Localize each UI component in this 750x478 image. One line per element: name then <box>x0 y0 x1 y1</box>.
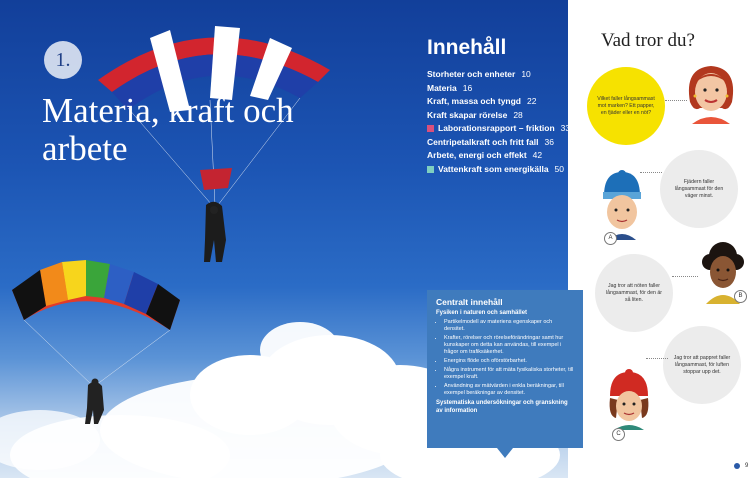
girl-with-red-hat-icon <box>604 368 654 430</box>
toc-item <box>427 164 577 175</box>
content-bullet: • Energins flöde och oförstörbarhet. <box>444 358 574 365</box>
toc-heading: Innehåll <box>427 36 507 59</box>
toc-item-label: Vattenkraft som energikälla <box>438 163 549 174</box>
answer-bubble-c <box>663 326 741 404</box>
toc-item-label: Storheter och enheter <box>427 69 516 79</box>
answer-c-text: Jag tror att pappret faller långsammast, för luften stoppar upp det. <box>673 354 731 375</box>
content-bullet: • Några instrument för att mäta fysikaliska storheter, till exempel kraft. <box>444 367 574 381</box>
question-bubble <box>587 67 665 145</box>
character-label-a: A <box>604 232 617 245</box>
answer-bubble-a <box>660 150 738 228</box>
toc-item-label: Materia <box>427 82 457 93</box>
toc-item <box>427 150 577 161</box>
toc-item <box>427 69 577 80</box>
content-box-subheading: Fysiken i naturen och samhället <box>436 310 528 316</box>
toc-list <box>427 69 577 174</box>
content-box-footer: Systematiska undersökningar och granskning av information <box>436 400 568 414</box>
content-bullet-list <box>436 319 574 397</box>
content-box-heading: Centralt innehåll <box>436 297 503 307</box>
toc-item-label: Kraft skapar rörelse <box>427 109 508 120</box>
answer-b-text: Jag tror att nöten faller långsammast, för den är så liten. <box>606 282 662 303</box>
character-label-c: C <box>612 428 625 441</box>
question-text: Vilket faller långsammast mot marken? Ett papper, en fjäder eller en nöt? <box>597 95 655 116</box>
toc-item-page: 36 <box>544 136 554 147</box>
boy-with-beanie-icon <box>600 170 644 240</box>
chapter-title: Materia, kraft och arbete <box>42 91 294 168</box>
toc-item-page: 42 <box>532 150 543 160</box>
toc-item-page: 28 <box>513 109 523 120</box>
toc-item-page: 33 <box>560 123 571 133</box>
toc-item <box>427 96 577 107</box>
toc-item <box>427 123 577 134</box>
question-girl-icon <box>682 62 740 124</box>
answer-a-text: Fjädern faller långsammast för den väger minst. <box>674 178 724 199</box>
content-bullet: • Krafter, rörelser och rörelseförändringar samt hur kunskaper om detta kan användas, till exempel i frågor om trafiksäkerhet. <box>444 335 574 356</box>
dotted-connector <box>646 358 668 359</box>
toc-item-page: 16 <box>462 82 473 93</box>
toc-item-label: Laborationsrapport – friktion <box>438 123 555 133</box>
toc-item-page: 22 <box>527 96 537 106</box>
dotted-connector <box>672 276 698 277</box>
toc-item-page: 10 <box>521 69 531 79</box>
toc-item-label: Centripetalkraft och fritt fall <box>427 136 539 147</box>
toc-item-label: Arbete, energi och effekt <box>427 150 527 160</box>
toc-item-label: Kraft, massa och tyngd <box>427 96 521 106</box>
page-marker-icon <box>734 463 740 469</box>
toc-marker-icon <box>427 125 434 132</box>
toc-item <box>427 137 577 148</box>
table-of-contents <box>427 36 577 177</box>
answer-bubble-b <box>595 254 673 332</box>
character-label-b: B <box>734 290 747 303</box>
central-content-box <box>427 290 583 448</box>
toc-item-page: 50 <box>554 163 565 174</box>
chapter-number-badge: 1. <box>44 41 82 79</box>
page-number <box>734 463 748 469</box>
sidebar-title: Vad tror du? <box>601 30 695 51</box>
toc-item <box>427 110 577 121</box>
toc-item <box>427 83 577 94</box>
page-number-text: 9 <box>745 463 749 469</box>
toc-marker-icon <box>427 166 434 173</box>
content-bullet: • Användning av mätvärden i enkla beräkningar, till exempel beräkningar av densitet. <box>444 383 574 397</box>
content-bullet: • Partikelmodell av materiens egenskaper och densitet. <box>444 319 574 333</box>
